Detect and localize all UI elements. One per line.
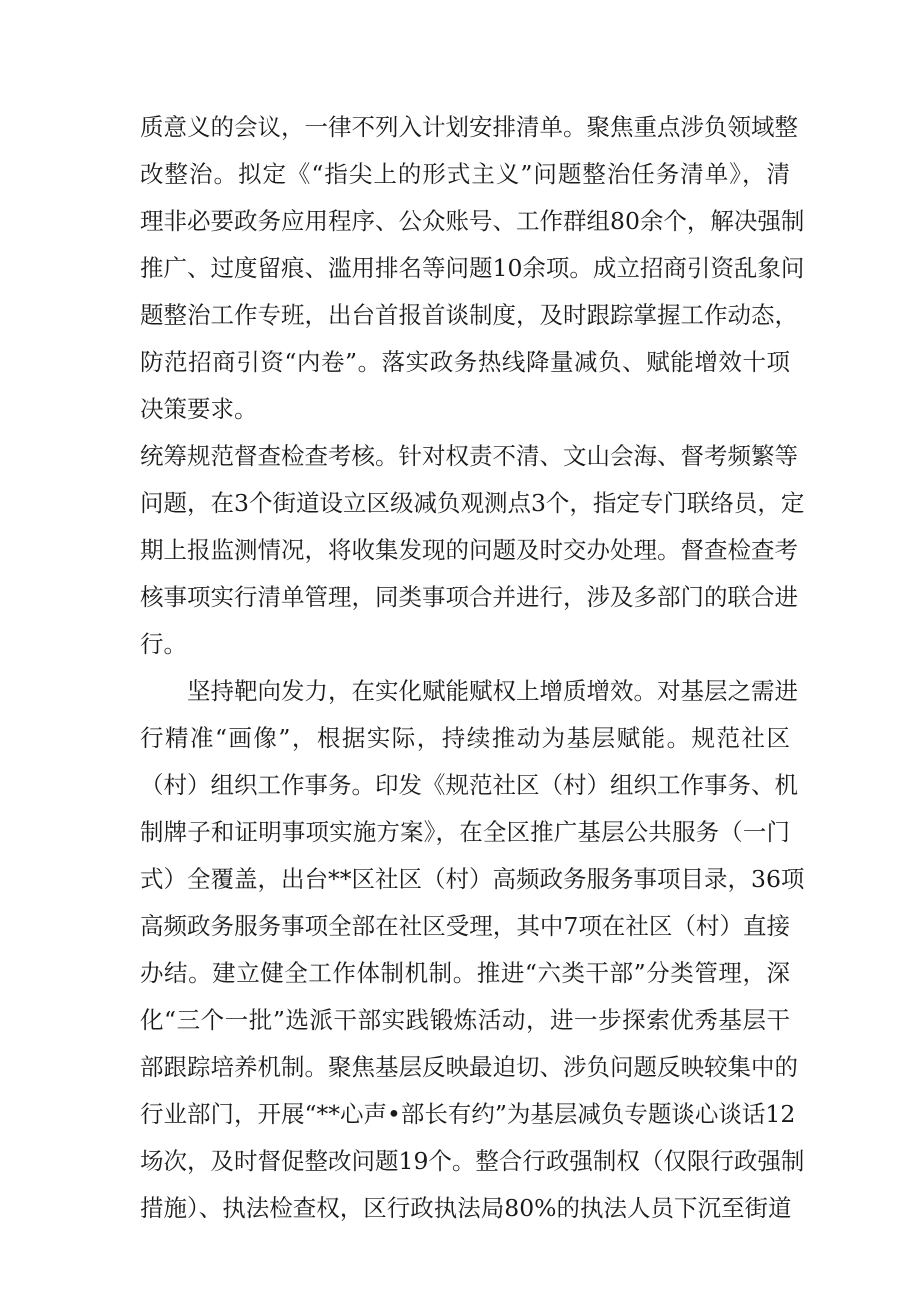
text-line: 办结。建立健全工作体制机制。推进“六类干部”分类管理，深	[140, 959, 790, 987]
text-line: 化“三个一批”选派干部实践锻炼活动，进一步探索优秀基层干	[140, 1006, 790, 1034]
text-line: 高频政务服务事项全部在社区受理，其中7项在社区（村）直接	[140, 912, 790, 940]
text-line: 坚持靶向发力，在实化赋能赋权上增质增效。对基层之需进	[187, 677, 798, 705]
text-line: （村）组织工作事务。印发《规范社区（村）组织工作事务、机	[140, 771, 798, 799]
text-line: 理非必要政务应用程序、公众账号、工作群组80余个，解决强制	[140, 207, 805, 235]
paragraph-3	[140, 668, 805, 1232]
document-body	[140, 104, 805, 1232]
text-line: 式）全覆盖，出台**区社区（村）高频政务服务事项目录，36项	[140, 865, 805, 893]
text-line: 改整治。拟定《“指尖上的形式主义”问题整治任务清单》，清	[140, 160, 790, 188]
text-line: 题整治工作专班，出台首报首谈制度，及时跟踪掌握工作动态，	[140, 301, 798, 329]
text-line: 场次，及时督促整改问题19个。整合行政强制权（仅限行政强制	[140, 1147, 805, 1175]
text-line: 决策要求。	[140, 395, 258, 423]
text-line: 行业部门，开展“**心声•部长有约”为基层减负专题谈心谈话12	[140, 1100, 796, 1128]
text-line: 期上报监测情况，将收集发现的问题及时交办处理。督查检查考	[140, 536, 798, 564]
text-line: 质意义的会议，一律不列入计划安排清单。聚焦重点涉负领域整	[140, 113, 798, 141]
text-line: 措施）、执法检查权，区行政执法局80%的执法人员下沉至街道	[140, 1194, 792, 1222]
paragraph-1	[140, 104, 805, 433]
text-line: 制牌子和证明事项实施方案》，在全区推广基层公共服务（一门	[140, 818, 790, 846]
text-line: 行。	[140, 630, 187, 658]
text-line: 部跟踪培养机制。聚焦基层反映最迫切、涉负问题反映较集中的	[140, 1053, 798, 1081]
text-line: 统筹规范督查检查考核。针对权责不清、文山会海、督考频繁等	[140, 442, 798, 470]
text-line: 行精准“画像”，根据实际，持续推动为基层赋能。规范社区	[140, 724, 790, 752]
text-line: 防范招商引资“内卷”。落实政务热线降量减负、赋能增效十项	[140, 348, 790, 376]
text-line: 推广、过度留痕、滥用排名等问题10余项。成立招商引资乱象问	[140, 254, 805, 282]
text-line: 问题，在3个街道设立区级减负观测点3个，指定专门联络员，定	[140, 489, 805, 517]
paragraph-2	[140, 433, 805, 668]
text-line: 核事项实行清单管理，同类事项合并进行，涉及多部门的联合进	[140, 583, 798, 611]
